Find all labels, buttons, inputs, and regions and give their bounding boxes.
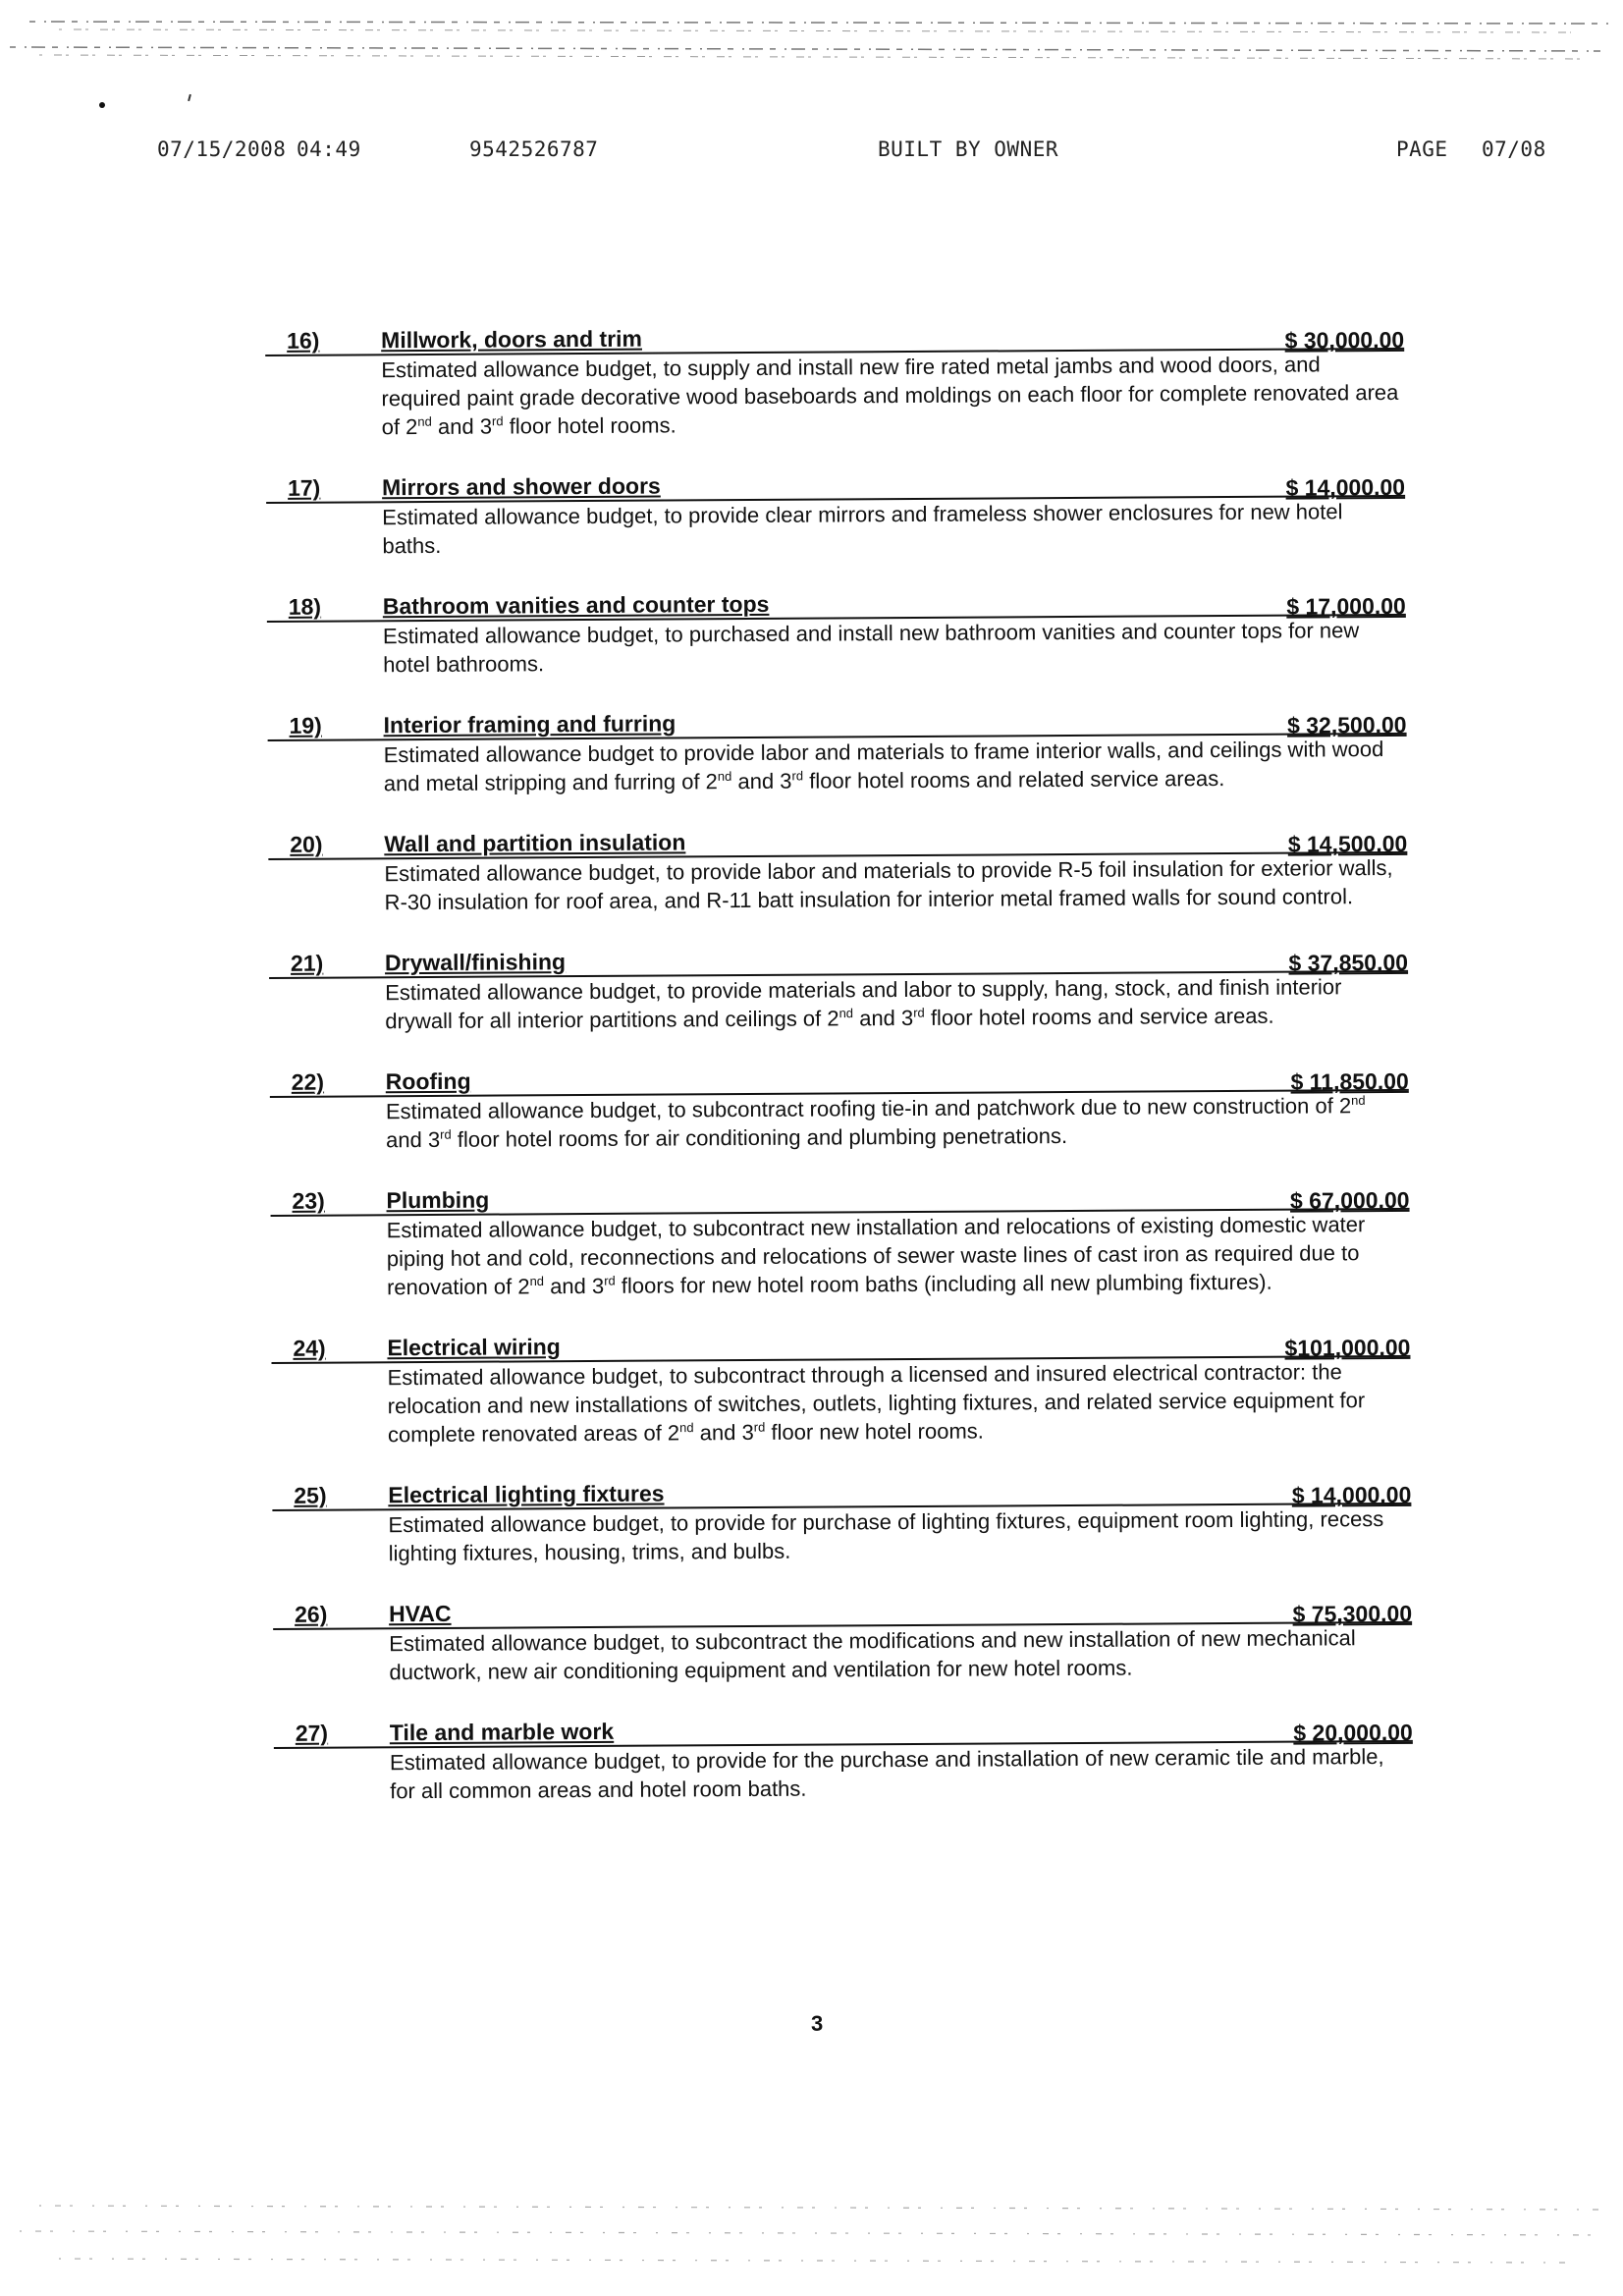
item-description: [390, 1742, 1411, 1805]
item-description: [382, 497, 1403, 560]
budget-item: [272, 1467, 1412, 1568]
item-amount: $ 32,500.00: [1286, 711, 1407, 738]
fax-date: 07/15/2008: [157, 137, 287, 161]
item-amount: $ 37,850.00: [1288, 949, 1409, 976]
item-title: Roofing: [385, 1067, 471, 1095]
description-text: Estimated allowance budget, to supply and install new fire rated metal jambs and wood doors, and required paint grade decorative wood baseboards and moldings on each floor for complete renovated area of 2: [381, 352, 1399, 440]
budget-item-header: [268, 816, 1407, 860]
item-title: HVAC: [388, 1600, 452, 1627]
budget-item: [270, 1054, 1410, 1155]
item-amount: $ 17,000.00: [1286, 592, 1406, 620]
description-text: floors for new hotel room baths (including all new plumbing fixtures).: [615, 1269, 1272, 1298]
fax-title: BUILT BY OWNER: [878, 137, 1059, 161]
scan-noise-bottom: [0, 2190, 1623, 2296]
item-amount: $ 20,000.00: [1293, 1719, 1413, 1746]
item-number: 16): [287, 327, 320, 354]
item-description: [385, 972, 1406, 1035]
description-text: floor hotel rooms for air conditioning and plumbing penetrations.: [451, 1123, 1068, 1152]
page-number: 3: [811, 2011, 824, 2036]
budget-item-header: [267, 697, 1406, 741]
item-description: [383, 616, 1404, 679]
fax-page-value: 07/08: [1482, 137, 1546, 161]
description-text: and 3: [431, 413, 493, 439]
scan-noise-top: [0, 0, 1623, 69]
description-text: floor hotel rooms and service areas.: [924, 1003, 1274, 1030]
item-title: Interior framing and furring: [383, 710, 676, 738]
ordinal-suffix: rd: [753, 1419, 766, 1435]
ordinal-suffix: nd: [717, 768, 732, 784]
fax-page-label: PAGE: [1396, 137, 1448, 161]
item-description: [387, 1357, 1409, 1449]
scan-mark: [188, 94, 191, 101]
ordinal-suffix: rd: [913, 1005, 925, 1020]
fax-phone: 9542526787: [469, 137, 599, 161]
item-title: Wall and partition insulation: [384, 829, 686, 857]
budget-item-header: [267, 578, 1406, 623]
ordinal-suffix: nd: [839, 1006, 854, 1021]
budget-item-header: [270, 1173, 1409, 1217]
item-number: 24): [293, 1335, 326, 1361]
item-title: Tile and marble work: [389, 1718, 615, 1746]
description-text: and 3: [731, 768, 792, 794]
budget-item-header: [266, 460, 1405, 504]
item-number: 19): [289, 712, 322, 738]
item-description: [387, 1210, 1409, 1301]
description-text: and 3: [543, 1273, 605, 1299]
ordinal-suffix: nd: [679, 1420, 694, 1436]
item-amount: $101,000.00: [1284, 1334, 1411, 1361]
description-text: Estimated allowance budget, to provide for the purchase and installation of new ceramic tile and marble, for all common areas and hotel room baths.: [389, 1744, 1384, 1804]
budget-item: [266, 460, 1406, 561]
item-title: Electrical wiring: [387, 1334, 561, 1361]
description-text: and 3: [386, 1126, 441, 1153]
budget-item: [274, 1705, 1414, 1806]
ordinal-suffix: nd: [1351, 1092, 1366, 1108]
description-text: Estimated allowance budget, to subcontract roofing tie-in and patchwork due to new construction of 2: [385, 1093, 1352, 1124]
item-number: 27): [295, 1720, 329, 1746]
item-description: [381, 350, 1403, 441]
scan-speck: [99, 102, 105, 108]
description-text: Estimated allowance budget, to provide labor and materials to provide R-5 foil insulation for exterior walls, R-30 insulation for roof area, and R-11 batt insulation for interior metal framed walls for sound control.: [384, 854, 1393, 915]
budget-item-header: [269, 935, 1408, 979]
fax-header: [157, 137, 1571, 177]
description-text: Estimated allowance budget, to provide clear mirrors and frameless shower enclosures for new hotel baths.: [382, 499, 1343, 559]
description-text: Estimated allowance budget, to subcontract new installation and relocations of existing domestic water piping hot and cold, reconnections and relocations of sewer waste lines of cast iron as required due to renovation of 2: [386, 1212, 1366, 1300]
item-description: [388, 1504, 1409, 1567]
item-number: 18): [288, 593, 322, 620]
budget-items-list: [265, 312, 1413, 1831]
item-amount: $ 14,000.00: [1291, 1481, 1412, 1508]
description-text: floor new hotel rooms.: [765, 1418, 984, 1445]
budget-item-header: [271, 1320, 1410, 1364]
ordinal-suffix: rd: [791, 768, 804, 784]
item-title: Mirrors and shower doors: [381, 472, 661, 501]
item-amount: $ 14,500.00: [1287, 830, 1408, 857]
item-amount: $ 14,000.00: [1285, 473, 1406, 501]
item-title: Electrical lighting fixtures: [388, 1480, 665, 1508]
budget-item: [273, 1586, 1413, 1687]
item-number: 21): [290, 950, 324, 976]
description-text: Estimated allowance budget, to provide for purchase of lighting fixtures, equipment room lighting, recess lighting fixtures, housing, trims, and bulbs.: [388, 1506, 1384, 1566]
description-text: Estimated allowance budget, to subcontract the modifications and new installation of new mechanical ductwork, new air conditioning equipment and ventilation for new hotel rooms.: [389, 1625, 1356, 1685]
item-description: [386, 1091, 1407, 1154]
budget-item-header: [273, 1586, 1412, 1630]
item-number: 26): [294, 1601, 328, 1627]
item-title: Bathroom vanities and counter tops: [382, 590, 770, 620]
description-text: floor hotel rooms and related service areas.: [802, 766, 1225, 793]
item-number: 25): [294, 1482, 327, 1508]
item-number: 20): [290, 831, 323, 857]
item-title: Millwork, doors and trim: [381, 325, 643, 354]
description-text: and 3: [693, 1419, 754, 1446]
budget-item: [267, 578, 1407, 680]
item-title: Drywall/finishing: [384, 949, 567, 976]
budget-item: [265, 312, 1405, 442]
item-amount: $ 30,000.00: [1284, 326, 1405, 354]
item-description: [384, 735, 1405, 797]
description-text: Estimated allowance budget, to provide materials and labor to supply, hang, stock, and finish interior drywall for all interior partitions and ceilings of 2: [385, 974, 1342, 1034]
budget-item-header: [270, 1054, 1409, 1098]
budget-item: [271, 1320, 1411, 1449]
budget-item: [267, 697, 1407, 798]
budget-item: [268, 816, 1408, 917]
description-text: Estimated allowance budget, to purchased and install new bathroom vanities and counter tops for new hotel bathrooms.: [382, 618, 1360, 678]
description-text: Estimated allowance budget, to subcontract through a licensed and insured electrical contractor: the relocation and new installations of switches, outlets, lighting fixtures, and related service equipment for complete renovated areas of 2: [387, 1359, 1366, 1448]
item-description: [389, 1623, 1410, 1686]
description-text: floor hotel rooms.: [503, 412, 676, 439]
ordinal-suffix: rd: [440, 1126, 452, 1142]
item-number: 23): [292, 1187, 325, 1214]
item-number: 22): [291, 1068, 325, 1095]
ordinal-suffix: nd: [529, 1273, 545, 1289]
ordinal-suffix: nd: [417, 413, 432, 429]
item-title: Plumbing: [386, 1186, 490, 1214]
budget-item-header: [274, 1705, 1413, 1749]
item-amount: $ 11,850.00: [1290, 1067, 1409, 1095]
budget-item-header: [272, 1467, 1411, 1511]
budget-item-header: [265, 312, 1404, 356]
budget-item: [269, 935, 1409, 1036]
description-text: and 3: [852, 1005, 914, 1031]
ordinal-suffix: rd: [604, 1273, 616, 1288]
item-amount: $ 67,000.00: [1289, 1186, 1410, 1214]
ordinal-suffix: rd: [491, 413, 504, 429]
fax-time: 04:49: [297, 137, 361, 161]
budget-item: [270, 1173, 1410, 1302]
description-text: Estimated allowance budget to provide labor and materials to frame interior walls, and ceilings with wood and metal stripping and furring of 2: [383, 737, 1384, 796]
item-amount: $ 75,300.00: [1292, 1600, 1413, 1627]
item-number: 17): [287, 474, 321, 501]
item-description: [384, 853, 1405, 916]
